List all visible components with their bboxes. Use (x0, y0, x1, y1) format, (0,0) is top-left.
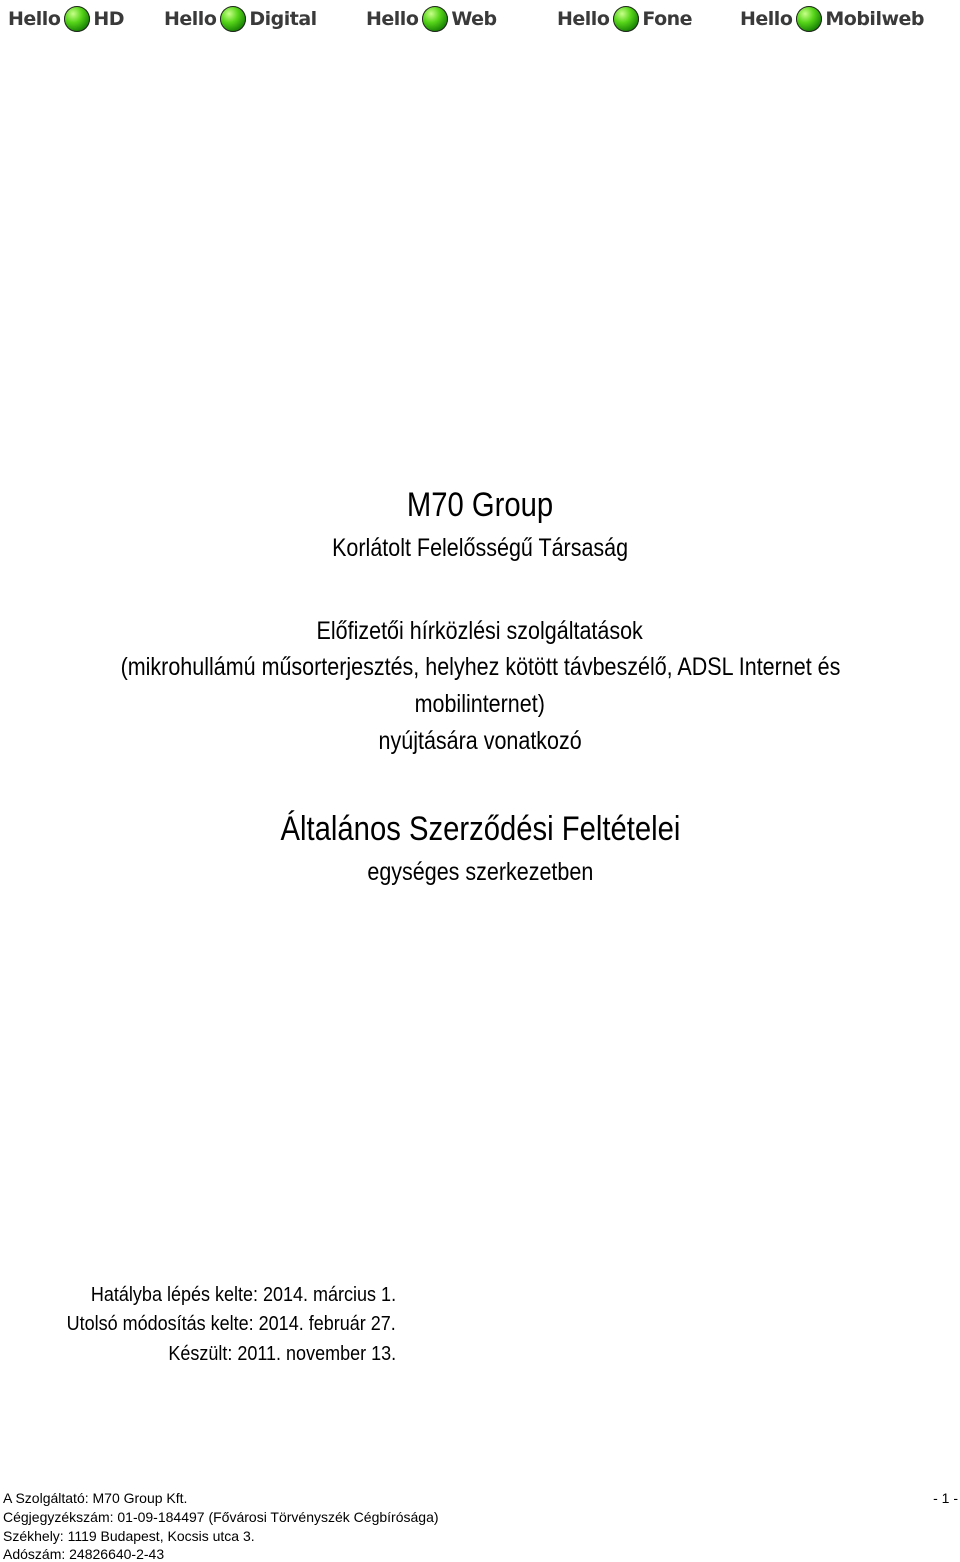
services-list (0, 653, 960, 682)
effective-date: Hatályba lépés kelte: 2014. március 1. (90, 1284, 396, 1306)
logo-word-left: Hello (366, 8, 419, 30)
logo-word-right: Digital (249, 8, 317, 30)
logo-word-left: Hello (164, 8, 217, 30)
logo-word-right: Fone (642, 8, 693, 30)
page-number: - 1 - (933, 1490, 958, 1506)
hello-digital-logo (164, 4, 317, 34)
modified-date: Utolsó módosítás kelte: 2014. február 27. (66, 1313, 396, 1335)
company-name-text: M70 Group (406, 486, 554, 524)
green-ball-icon (613, 6, 639, 32)
footer-seat: Székhely: 1119 Budapest, Kocsis utca 3. (3, 1528, 255, 1544)
document-title (0, 810, 960, 849)
company-name (0, 486, 960, 525)
green-ball-icon (64, 6, 90, 32)
logo-word-right: Web (451, 8, 497, 30)
green-ball-icon (220, 6, 246, 32)
services-heading (0, 617, 960, 646)
hello-fone-logo (557, 4, 692, 34)
services-line-3: mobilinternet) (414, 690, 546, 718)
document-title-text: Általános Szerződési Feltételei (280, 810, 680, 848)
footer-provider: A Szolgáltató: M70 Group Kft. (3, 1490, 188, 1506)
services-list-cont (0, 690, 960, 719)
logo-word-right: Mobilweb (825, 8, 925, 30)
hello-hd-logo (8, 4, 124, 34)
logo-word-right: HD (93, 8, 125, 30)
footer-registry: Cégjegyzékszám: 01-09-184497 (Fővárosi Törvényszék Cégbírósága) (3, 1509, 439, 1525)
document-subtitle-text: egységes szerkezetben (367, 858, 593, 886)
document-subtitle (0, 858, 960, 887)
logo-word-left: Hello (8, 8, 61, 30)
hello-mobilweb-logo (740, 4, 924, 34)
company-type (0, 534, 960, 563)
green-ball-icon (796, 6, 822, 32)
services-line-1: Előfizetői hírközlési szolgáltatások (316, 617, 644, 645)
created-date: Készült: 2011. november 13. (168, 1343, 396, 1365)
logo-word-left: Hello (740, 8, 793, 30)
header-logo-bar (0, 4, 960, 34)
logo-word-left: Hello (557, 8, 610, 30)
company-type-text: Korlátolt Felelősségű Társaság (331, 534, 628, 562)
hello-web-logo (366, 4, 497, 34)
services-scope (0, 727, 960, 756)
footer-tax: Adószám: 24826640-2-43 (3, 1546, 165, 1562)
green-ball-icon (422, 6, 448, 32)
services-line-2: (mikrohullámú műsorterjesztés, helyhez kötött távbeszélő, ADSL Internet és (120, 653, 840, 681)
services-line-4: nyújtására vonatkozó (378, 727, 582, 755)
